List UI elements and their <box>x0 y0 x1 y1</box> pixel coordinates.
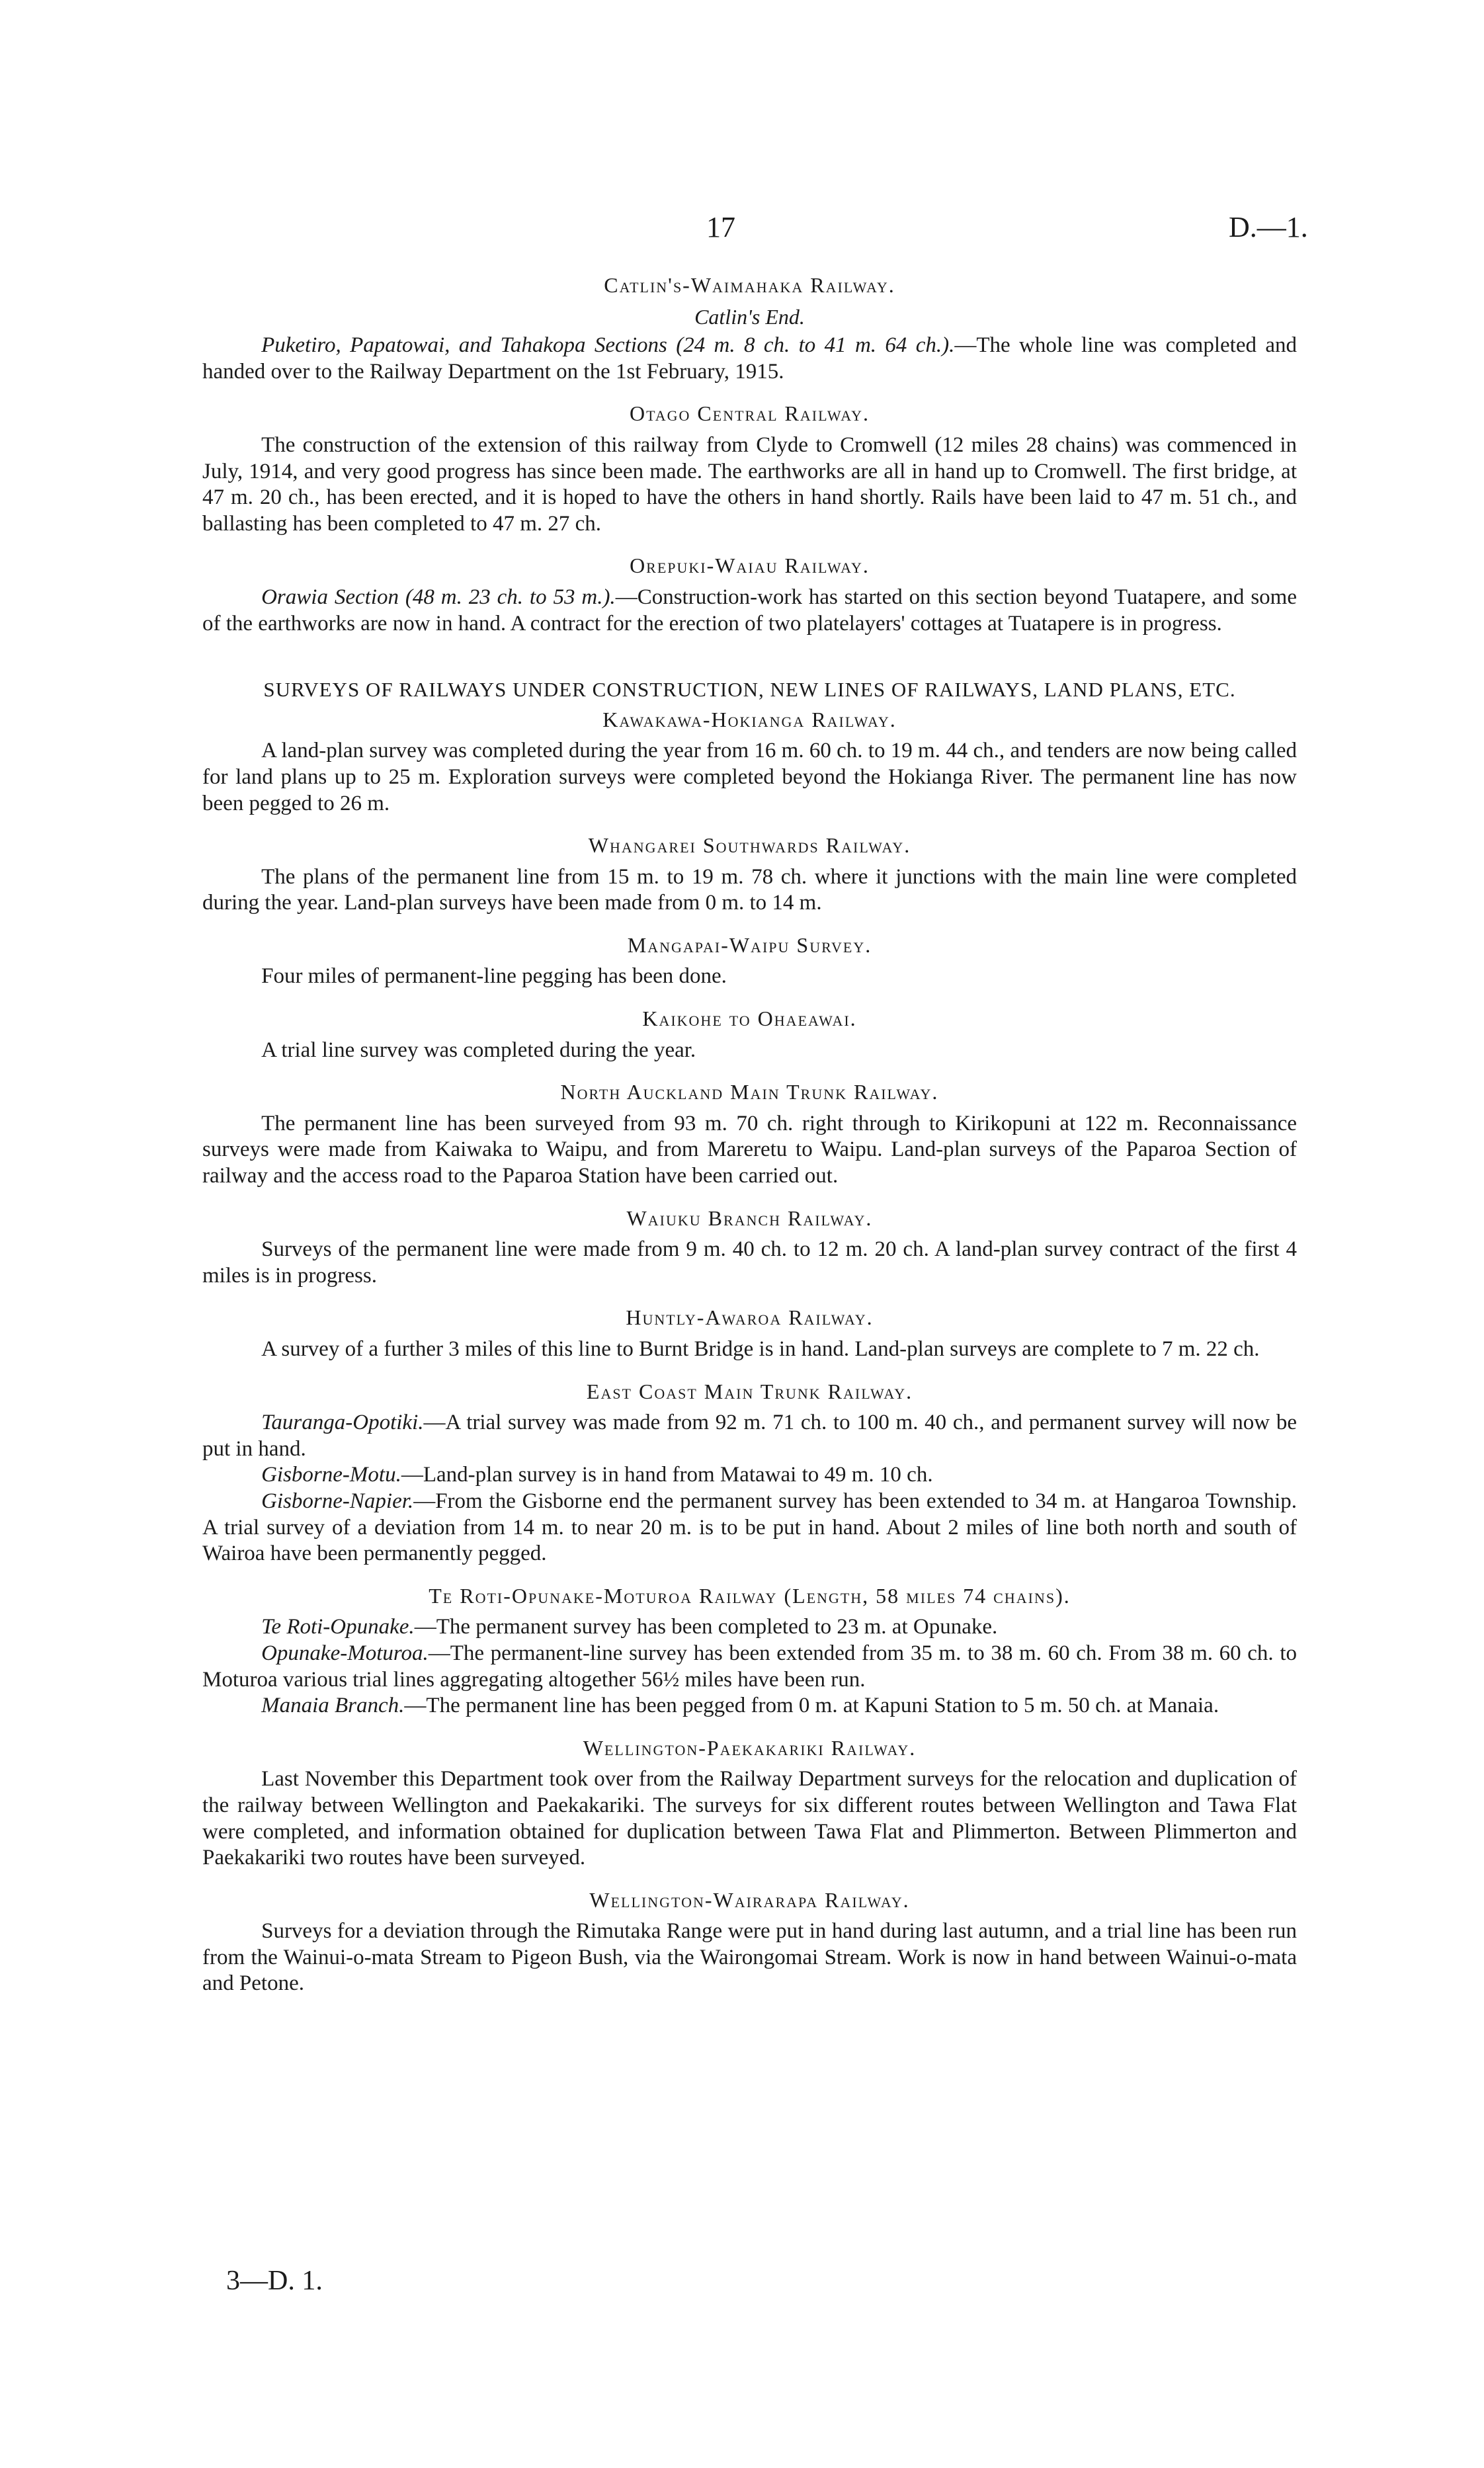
section-heading: Kawakawa-Hokianga Railway. <box>602 707 897 731</box>
section-heading: Wellington-Paekakariki Railway. <box>583 1735 917 1760</box>
paragraph: The permanent line has been surveyed from 93 m. 70 ch. right through to Kirikopuni at 122 m. Reconnaissance surveys were made from Kaiwaka to Waipu, and from Mareretu to Waipu. Land-plan surveys of the Paparoa Section of railway and the access road to the Paparoa Station have been carried out. <box>202 1111 1297 1188</box>
paragraph: Opunake-Moturoa.—The permanent-line survey has been extended from 35 m. to 38 m. 60 ch. From 38 m. 60 ch. to Moturoa various trial lines aggregating altogether 56½ miles have been run. <box>202 1641 1297 1692</box>
section-heading: Mangapai-Waipu Survey. <box>627 932 872 957</box>
section-heading: Catlin's-Waimahaka Railway. <box>604 273 895 297</box>
section-whangarei <box>202 833 1297 917</box>
paragraph: A trial line survey was completed during the year. <box>261 1038 696 1062</box>
page-number: 17 <box>706 211 735 243</box>
section-heading: Waiuku Branch Railway. <box>626 1206 873 1230</box>
section-north-auckland <box>202 1079 1297 1189</box>
section-wellington-wairarapa <box>202 1887 1297 1997</box>
paragraph: Te Roti-Opunake.—The permanent survey has been completed to 23 m. at Opunake. <box>261 1615 998 1639</box>
section-heading: Orepuki-Waiau Railway. <box>630 554 870 578</box>
section-heading: Otago Central Railway. <box>629 401 870 426</box>
section-wellington-paekakariki <box>202 1735 1297 1872</box>
section-east-coast <box>202 1379 1297 1567</box>
section-heading: Kaikohe to Ohaeawai. <box>642 1007 857 1031</box>
section-kaikohe <box>202 1006 1297 1063</box>
section-heading: Te Roti-Opunake-Moturoa Railway (Length, 58 miles 74 chains). <box>429 1583 1071 1608</box>
paragraph: Orawia Section (48 m. 23 ch. to 53 m.).—Construction-work has started on this section beyond Tuatapere, and some of the earthworks are now in hand. A contract for the erection of two platelayers' cottages at Tuatapere is in progress. <box>202 585 1297 636</box>
footer-signature: 3—D. 1. <box>226 2266 323 2296</box>
section-subheading: Catlin's End. <box>694 304 805 329</box>
section-heading: Wellington-Wairarapa Railway. <box>589 1887 910 1912</box>
major-heading: SURVEYS OF RAILWAYS UNDER CONSTRUCTION, NEW LINES OF RAILWAYS, LAND PLANS, ETC. <box>263 678 1236 702</box>
paragraph: Puketiro, Papatowai, and Tahakopa Sections (24 m. 8 ch. to 41 m. 64 ch.).—The whole line was completed and handed over to the Railway Department on the 1st February, 1915. <box>202 333 1297 384</box>
section-mangapai <box>202 932 1297 990</box>
paragraph: Manaia Branch.—The permanent line has been pegged from 0 m. at Kapuni Station to 5 m. 50 ch. at Manaia. <box>261 1694 1219 1718</box>
section-otago-central <box>202 401 1297 537</box>
paragraph: A land-plan survey was completed during the year from 16 m. 60 ch. to 19 m. 44 ch., and tenders are now being called for land plans up to 25 m. Exploration surveys were completed beyond the Hokianga River. The permanent line has now been pegged to 26 m. <box>202 739 1297 815</box>
section-heading: Whangarei Southwards Railway. <box>588 833 911 858</box>
section-catlins <box>202 272 1297 385</box>
paragraph: The construction of the extension of this railway from Clyde to Cromwell (12 miles 28 chains) was commenced in July, 1914, and very good progress has since been made. The earthworks are all in hand up to Cromwell. The first bridge, at 47 m. 20 ch., has been erected, and it is hoped to have the others in hand shortly. Rails have been laid to 47 m. 51 ch., and ballasting has been completed to 47 m. 27 ch. <box>202 432 1297 536</box>
paragraph: The plans of the permanent line from 15 m. to 19 m. 78 ch. where it junctions with the main line were completed during the year. Land-plan surveys have been made from 0 m. to 14 m. <box>202 864 1297 915</box>
paragraph: A survey of a further 3 miles of this line to Burnt Bridge is in hand. Land-plan surveys are complete to 7 m. 22 ch. <box>261 1337 1260 1361</box>
paragraph: Surveys for a deviation through the Rimutaka Range were put in hand during last autumn, and a trial line has been run from the Wainui-o-mata Stream to Pigeon Bush, via the Wairongomai Stream. Work is now in hand between Wainui-o-mata and Petone. <box>202 1919 1297 1996</box>
paragraph: Four miles of permanent-line pegging has been done. <box>261 964 727 989</box>
paragraph: Surveys of the permanent line were made from 9 m. 40 ch. to 12 m. 20 ch. A land-plan survey contract of the first 4 miles is in progress. <box>202 1237 1297 1288</box>
section-huntly <box>202 1305 1297 1362</box>
paragraph: Tauranga-Opotiki.—A trial survey was made from 92 m. 71 ch. to 100 m. 40 ch., and permanent survey will now be put in hand. <box>202 1411 1297 1461</box>
section-waiuku <box>202 1206 1297 1290</box>
paragraph: Last November this Department took over from the Railway Department surveys for the relocation and duplication of the railway between Wellington and Paekakariki. The surveys for six different routes between Wellington and Tawa Flat were completed, and information obtained for duplication between Tawa Flat and Plimmerton. Between Plimmerton and Paekakariki two routes have been surveyed. <box>202 1767 1297 1870</box>
document-reference: D.—1. <box>1229 211 1308 243</box>
paragraph: Gisborne-Motu.—Land-plan survey is in hand from Matawai to 49 m. 10 ch. <box>261 1463 933 1487</box>
section-te-roti <box>202 1583 1297 1719</box>
section-heading: East Coast Main Trunk Railway. <box>586 1379 913 1403</box>
section-kawakawa <box>202 707 1297 817</box>
section-orepuki <box>202 553 1297 637</box>
paragraph: Gisborne-Napier.—From the Gisborne end the permanent survey has been extended to 34 m. at Hangaroa Township. A trial survey of a deviation from 14 m. to near 20 m. is to be put in hand. About 2 miles of line both north and south of Wairoa have been permanently pegged. <box>202 1489 1297 1566</box>
document-body <box>202 272 1297 1997</box>
section-heading: North Auckland Main Trunk Railway. <box>560 1080 939 1104</box>
section-heading: Huntly-Awaroa Railway. <box>626 1305 874 1330</box>
